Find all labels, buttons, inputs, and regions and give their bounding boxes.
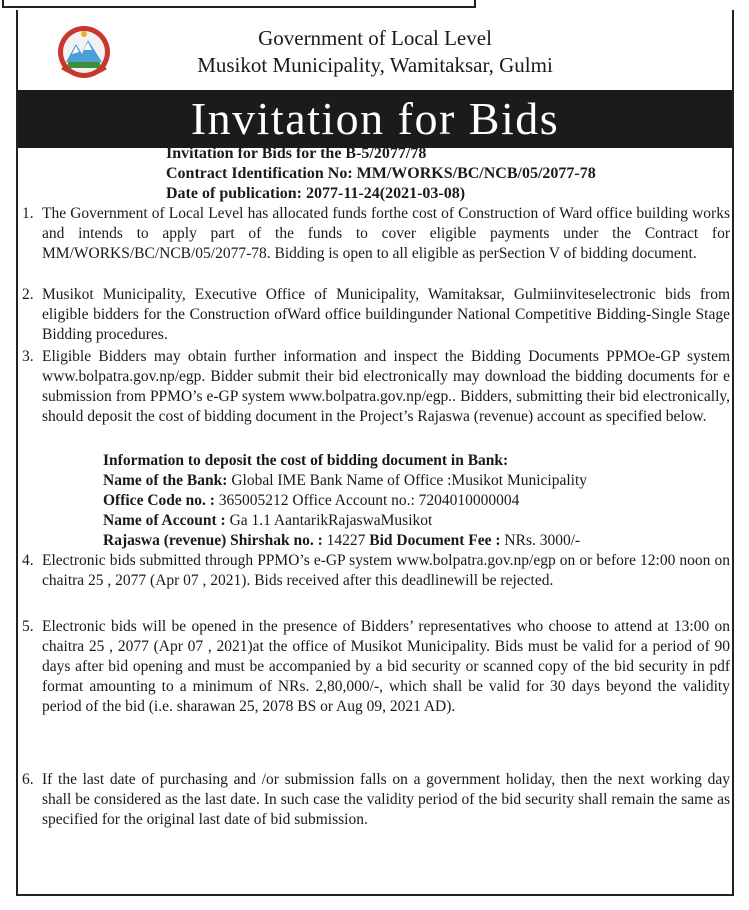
- paragraph-6: [22, 770, 730, 830]
- municipality-address: Musikot Municipality, Wamitaksar, Gulmi: [197, 53, 553, 77]
- bid-notice: [16, 10, 734, 896]
- invitation-banner: Invitation for Bids: [18, 90, 732, 148]
- bank-info-heading-text: Information to deposit the cost of bidding document in Bank:: [103, 452, 509, 469]
- paragraph-2: [22, 285, 730, 345]
- bank-name-label: Name of the Bank:: [103, 472, 228, 489]
- previous-notice-edge: [0, 0, 749, 10]
- bid-reference: Invitation for Bids for the B-5/2077/78: [166, 145, 427, 162]
- previous-notice-border: [2, 0, 476, 8]
- account-name-label: Name of Account :: [103, 512, 226, 529]
- paragraph-5: [22, 617, 730, 717]
- publication-date: Date of publication: 2077-11-24(2021-03-08): [166, 185, 466, 202]
- paragraph-text: Electronic bids submitted through PPMO’s e-GP system www.bolpatra.gov.np/egp on or before 12:00 noon on chaitra 25 , 2077 (Apr 07 , 2021). Bids received after this deadlinewill be rejected.: [42, 552, 730, 589]
- bank-info-heading: [103, 451, 508, 471]
- shirshak-value: 14227: [322, 532, 370, 549]
- office-code-label: Office Code no. :: [103, 492, 215, 509]
- next-notice-edge: [0, 900, 749, 910]
- fee-label: Bid Document Fee :: [369, 532, 501, 549]
- paragraph-number: 1.: [22, 205, 34, 222]
- paragraph-number: 3.: [22, 348, 34, 365]
- bank-name-row: [103, 471, 587, 491]
- account-name-value: Ga 1.1 AantarikRajaswaMusikot: [225, 512, 433, 529]
- paragraph-number: 2.: [22, 286, 34, 303]
- account-name-row: [103, 511, 432, 531]
- paragraph-text: Electronic bids will be opened in the presence of Bidders’ representatives who choose to attend at 13:00 on chaitra 25 , 2077 (Apr 07 , 2021)at the office of Musikot Municipality. Bids must be valid for a period of 90 days after bid opening and must be accompanied by a bid security or scanned copy of the bid security in pdf format amounting to a minimum of NRs. 2,80,000/-, which shall be valid for 30 days beyond the validity period of the bid (i.e. sharawan 25, 2078 BS or Aug 09, 2021 AD).: [42, 618, 730, 715]
- shirshak-fee-row: [103, 531, 580, 551]
- paragraph-number: 4.: [22, 552, 34, 569]
- office-code-value: 365005212 Office Account no.: 7204010000004: [214, 492, 520, 509]
- paragraph-number: 6.: [22, 771, 34, 788]
- office-code-row: [103, 491, 519, 511]
- paragraph-text: If the last date of purchasing and /or submission falls on a government holiday, then the next working day shall be considered as the last date. In such case the validity period of the bid security shall remain the same as specified for the original last date of bid submission.: [42, 771, 730, 828]
- government-title: Government of Local Level: [258, 26, 492, 50]
- notice-header: [18, 16, 732, 84]
- paragraph-number: 5.: [22, 618, 34, 635]
- paragraph-4: [22, 551, 730, 591]
- fee-value: NRs. 3000/-: [500, 532, 581, 549]
- paragraph-3: [22, 347, 730, 427]
- paragraph-text: Musikot Municipality, Executive Office of Municipality, Wamitaksar, Gulmiinviteselectronic bids from eligible bidders for the Construction ofWard office buildingunder National Competitive Bidding-Single Stage Bidding procedures.: [42, 286, 730, 343]
- bank-name-value: Global IME Bank Name of Office :Musikot Municipality: [227, 472, 588, 489]
- shirshak-label: Rajaswa (revenue) Shirshak no. :: [103, 532, 323, 549]
- contract-id: Contract Identification No: MM/WORKS/BC/NCB/05/2077-78: [166, 165, 596, 182]
- paragraph-text: The Government of Local Level has allocated funds forthe cost of Construction of Ward office building works and intends to apply part of the funds to cover eligible payments under the Contract for MM/WORKS/BC/NCB/05/2077-78. Bidding is open to all eligible as perSection V of bidding document.: [42, 205, 730, 262]
- paragraph-text: Eligible Bidders may obtain further information and inspect the Bidding Documents PPMOe-GP system www.bolpatra.gov.np/egp. Bidder submit their bid electronically may download the bidding documents for e submission from PPMO’s e-GP system www.bolpatra.gov.np/egp.. Bidders, submitting their bid electronically, should deposit the cost of bidding document in the Project’s Rajaswa (revenue) account as specified below.: [42, 348, 730, 425]
- paragraph-1: [22, 204, 730, 264]
